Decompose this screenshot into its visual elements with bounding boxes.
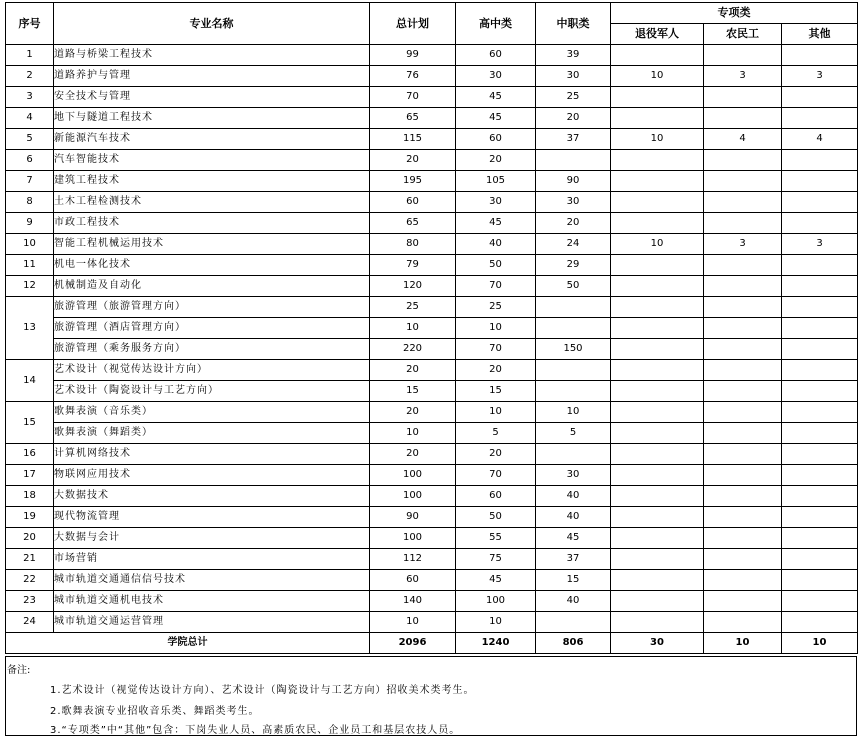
- cell-seq: 12: [6, 276, 54, 297]
- header-total-plan: 总计划: [370, 3, 456, 45]
- cell-major-name: 城市轨道交通机电技术: [54, 591, 370, 612]
- cell-vocational: [536, 612, 611, 633]
- cell-high-school: 10: [456, 402, 536, 423]
- cell-vocational: 5: [536, 423, 611, 444]
- cell-others: [782, 528, 858, 549]
- cell-major-name: 土木工程检测技术: [54, 192, 370, 213]
- cell-total-plan: 60: [370, 192, 456, 213]
- cell-major-name: 物联网应用技术: [54, 465, 370, 486]
- cell-major-name: 机电一体化技术: [54, 255, 370, 276]
- totals-vocational: 806: [536, 633, 611, 654]
- cell-others: [782, 213, 858, 234]
- cell-major-name: 道路与桥梁工程技术: [54, 45, 370, 66]
- cell-total-plan: 25: [370, 297, 456, 318]
- cell-vocational: 25: [536, 87, 611, 108]
- cell-others: 3: [782, 234, 858, 255]
- cell-high-school: 5: [456, 423, 536, 444]
- note-item-1: 1.艺术设计（视觉传达设计方向）、艺术设计（陶瓷设计与工艺方向）招收美术类考生。: [50, 685, 475, 696]
- cell-veterans: [611, 612, 704, 633]
- cell-vocational: 45: [536, 528, 611, 549]
- table-row: [6, 213, 858, 234]
- cell-farmers: 3: [704, 66, 782, 87]
- cell-vocational: 15: [536, 570, 611, 591]
- cell-major-name: 城市轨道交通运营管理: [54, 612, 370, 633]
- table-row: [6, 255, 858, 276]
- cell-total-plan: 100: [370, 465, 456, 486]
- totals-veterans: 30: [611, 633, 704, 654]
- cell-seq: 1: [6, 45, 54, 66]
- table-row: [6, 66, 858, 87]
- header-seq: 序号: [6, 3, 54, 45]
- cell-farmers: [704, 276, 782, 297]
- table-row: [6, 423, 858, 444]
- cell-farmers: [704, 360, 782, 381]
- header-farmers: 农民工: [704, 24, 782, 45]
- table-row: [6, 129, 858, 150]
- cell-veterans: [611, 339, 704, 360]
- cell-high-school: 70: [456, 339, 536, 360]
- cell-vocational: 20: [536, 108, 611, 129]
- cell-seq: 5: [6, 129, 54, 150]
- cell-seq: 23: [6, 591, 54, 612]
- cell-major-name: 汽车智能技术: [54, 150, 370, 171]
- cell-farmers: [704, 465, 782, 486]
- cell-others: [782, 612, 858, 633]
- cell-farmers: [704, 570, 782, 591]
- cell-others: [782, 108, 858, 129]
- cell-major-name: 道路养护与管理: [54, 66, 370, 87]
- cell-farmers: [704, 297, 782, 318]
- cell-seq: 8: [6, 192, 54, 213]
- table-row: [6, 87, 858, 108]
- cell-vocational: 150: [536, 339, 611, 360]
- cell-seq: 19: [6, 507, 54, 528]
- cell-others: [782, 507, 858, 528]
- cell-high-school: 20: [456, 360, 536, 381]
- cell-high-school: 10: [456, 612, 536, 633]
- cell-high-school: 70: [456, 465, 536, 486]
- table-row: [6, 570, 858, 591]
- table-row: [6, 444, 858, 465]
- cell-farmers: [704, 591, 782, 612]
- cell-seq: 10: [6, 234, 54, 255]
- notes-title: 备注:: [7, 665, 31, 676]
- totals-farmers: 10: [704, 633, 782, 654]
- cell-veterans: [611, 402, 704, 423]
- cell-others: [782, 318, 858, 339]
- note-item-3: 3.“专项类”中“其他”包含：下岗失业人员、高素质农民、企业员工和基层农技人员。: [50, 725, 461, 736]
- cell-vocational: 37: [536, 549, 611, 570]
- cell-vocational: 30: [536, 192, 611, 213]
- cell-others: [782, 570, 858, 591]
- cell-major-name: 歌舞表演（音乐类）: [54, 402, 370, 423]
- cell-total-plan: 112: [370, 549, 456, 570]
- cell-farmers: [704, 108, 782, 129]
- cell-total-plan: 60: [370, 570, 456, 591]
- cell-farmers: [704, 444, 782, 465]
- cell-total-plan: 20: [370, 360, 456, 381]
- cell-high-school: 70: [456, 276, 536, 297]
- cell-high-school: 10: [456, 318, 536, 339]
- table-row: [6, 339, 858, 360]
- cell-others: [782, 192, 858, 213]
- cell-veterans: [611, 570, 704, 591]
- cell-total-plan: 195: [370, 171, 456, 192]
- cell-major-name: 市政工程技术: [54, 213, 370, 234]
- cell-farmers: [704, 528, 782, 549]
- cell-high-school: 45: [456, 87, 536, 108]
- cell-others: [782, 423, 858, 444]
- cell-vocational: 40: [536, 507, 611, 528]
- cell-major-name: 歌舞表演（舞蹈类）: [54, 423, 370, 444]
- cell-others: [782, 465, 858, 486]
- cell-high-school: 30: [456, 66, 536, 87]
- cell-seq: 15: [6, 402, 54, 444]
- table-row: [6, 318, 858, 339]
- cell-others: 4: [782, 129, 858, 150]
- cell-high-school: 55: [456, 528, 536, 549]
- cell-vocational: [536, 360, 611, 381]
- cell-seq: 2: [6, 66, 54, 87]
- cell-major-name: 智能工程机械运用技术: [54, 234, 370, 255]
- table-row: [6, 612, 858, 633]
- cell-seq: 14: [6, 360, 54, 402]
- cell-total-plan: 80: [370, 234, 456, 255]
- cell-major-name: 地下与隧道工程技术: [54, 108, 370, 129]
- cell-veterans: [611, 360, 704, 381]
- cell-farmers: [704, 612, 782, 633]
- cell-veterans: [611, 591, 704, 612]
- cell-farmers: [704, 318, 782, 339]
- cell-vocational: 30: [536, 66, 611, 87]
- cell-others: [782, 87, 858, 108]
- cell-veterans: [611, 276, 704, 297]
- cell-major-name: 新能源汽车技术: [54, 129, 370, 150]
- cell-others: [782, 171, 858, 192]
- cell-veterans: [611, 297, 704, 318]
- table-row: [6, 591, 858, 612]
- cell-seq: 3: [6, 87, 54, 108]
- cell-seq: 22: [6, 570, 54, 591]
- cell-total-plan: 90: [370, 507, 456, 528]
- cell-high-school: 45: [456, 108, 536, 129]
- cell-veterans: [611, 108, 704, 129]
- cell-total-plan: 65: [370, 213, 456, 234]
- header-veterans: 退役军人: [611, 24, 704, 45]
- cell-seq: 7: [6, 171, 54, 192]
- header-vocational: 中职类: [536, 3, 611, 45]
- cell-others: [782, 45, 858, 66]
- cell-farmers: [704, 87, 782, 108]
- totals-others: 10: [782, 633, 858, 654]
- table-row: [6, 297, 858, 318]
- cell-high-school: 45: [456, 570, 536, 591]
- enrollment-plan-table: [5, 2, 858, 654]
- table-row: [6, 507, 858, 528]
- cell-total-plan: 140: [370, 591, 456, 612]
- cell-high-school: 60: [456, 486, 536, 507]
- cell-seq: 24: [6, 612, 54, 633]
- cell-vocational: 90: [536, 171, 611, 192]
- cell-major-name: 旅游管理（旅游管理方向）: [54, 297, 370, 318]
- cell-farmers: [704, 339, 782, 360]
- cell-veterans: [611, 507, 704, 528]
- cell-seq: 11: [6, 255, 54, 276]
- cell-total-plan: 220: [370, 339, 456, 360]
- cell-high-school: 50: [456, 255, 536, 276]
- cell-veterans: 10: [611, 129, 704, 150]
- cell-high-school: 105: [456, 171, 536, 192]
- cell-veterans: [611, 381, 704, 402]
- cell-high-school: 100: [456, 591, 536, 612]
- cell-others: [782, 549, 858, 570]
- table-row: [6, 108, 858, 129]
- table-row: [6, 171, 858, 192]
- cell-seq: 4: [6, 108, 54, 129]
- table-row: [6, 381, 858, 402]
- table-row: [6, 150, 858, 171]
- cell-vocational: [536, 297, 611, 318]
- table-row: [6, 528, 858, 549]
- cell-major-name: 机械制造及自动化: [54, 276, 370, 297]
- cell-vocational: [536, 381, 611, 402]
- table-row: [6, 486, 858, 507]
- cell-high-school: 20: [456, 150, 536, 171]
- table-row: [6, 549, 858, 570]
- table-row: [6, 402, 858, 423]
- cell-others: [782, 381, 858, 402]
- cell-major-name: 安全技术与管理: [54, 87, 370, 108]
- cell-high-school: 50: [456, 507, 536, 528]
- note-item-2: 2.歌舞表演专业招收音乐类、舞蹈类考生。: [50, 706, 260, 717]
- table-row: [6, 192, 858, 213]
- cell-major-name: 旅游管理（乘务服务方向）: [54, 339, 370, 360]
- cell-veterans: [611, 171, 704, 192]
- cell-veterans: 10: [611, 66, 704, 87]
- cell-veterans: [611, 465, 704, 486]
- cell-others: [782, 360, 858, 381]
- cell-high-school: 60: [456, 129, 536, 150]
- cell-vocational: [536, 444, 611, 465]
- cell-total-plan: 10: [370, 612, 456, 633]
- cell-farmers: [704, 486, 782, 507]
- cell-others: [782, 486, 858, 507]
- cell-high-school: 20: [456, 444, 536, 465]
- cell-others: [782, 591, 858, 612]
- cell-farmers: [704, 171, 782, 192]
- cell-others: [782, 276, 858, 297]
- cell-vocational: [536, 318, 611, 339]
- cell-major-name: 市场营销: [54, 549, 370, 570]
- cell-major-name: 大数据与会计: [54, 528, 370, 549]
- cell-farmers: [704, 45, 782, 66]
- totals-high-school: 1240: [456, 633, 536, 654]
- cell-total-plan: 20: [370, 402, 456, 423]
- cell-vocational: 39: [536, 45, 611, 66]
- cell-veterans: [611, 318, 704, 339]
- cell-vocational: 10: [536, 402, 611, 423]
- cell-total-plan: 70: [370, 87, 456, 108]
- cell-high-school: 40: [456, 234, 536, 255]
- cell-farmers: [704, 549, 782, 570]
- cell-seq: 9: [6, 213, 54, 234]
- cell-veterans: [611, 213, 704, 234]
- cell-major-name: 艺术设计（陶瓷设计与工艺方向）: [54, 381, 370, 402]
- cell-farmers: [704, 213, 782, 234]
- cell-farmers: [704, 423, 782, 444]
- cell-farmers: 3: [704, 234, 782, 255]
- table-row: [6, 234, 858, 255]
- header-others: 其他: [782, 24, 858, 45]
- cell-vocational: 29: [536, 255, 611, 276]
- cell-high-school: 25: [456, 297, 536, 318]
- cell-veterans: [611, 444, 704, 465]
- cell-farmers: [704, 402, 782, 423]
- cell-vocational: 40: [536, 591, 611, 612]
- cell-veterans: 10: [611, 234, 704, 255]
- cell-high-school: 15: [456, 381, 536, 402]
- cell-vocational: 24: [536, 234, 611, 255]
- cell-vocational: 50: [536, 276, 611, 297]
- header-major-name: 专业名称: [54, 3, 370, 45]
- cell-veterans: [611, 486, 704, 507]
- cell-farmers: 4: [704, 129, 782, 150]
- cell-seq: 21: [6, 549, 54, 570]
- table-row: [6, 276, 858, 297]
- cell-total-plan: 120: [370, 276, 456, 297]
- cell-seq: 6: [6, 150, 54, 171]
- notes-section: [5, 656, 857, 736]
- cell-others: [782, 444, 858, 465]
- cell-major-name: 现代物流管理: [54, 507, 370, 528]
- cell-others: [782, 339, 858, 360]
- cell-major-name: 城市轨道交通通信信号技术: [54, 570, 370, 591]
- table-row: [6, 45, 858, 66]
- cell-seq: 18: [6, 486, 54, 507]
- header-high-school: 高中类: [456, 3, 536, 45]
- cell-high-school: 75: [456, 549, 536, 570]
- cell-others: [782, 150, 858, 171]
- cell-seq: 13: [6, 297, 54, 360]
- cell-seq: 16: [6, 444, 54, 465]
- cell-others: 3: [782, 66, 858, 87]
- cell-total-plan: 10: [370, 423, 456, 444]
- cell-total-plan: 65: [370, 108, 456, 129]
- cell-major-name: 计算机网络技术: [54, 444, 370, 465]
- cell-farmers: [704, 255, 782, 276]
- cell-high-school: 30: [456, 192, 536, 213]
- header-special: 专项类: [611, 3, 858, 24]
- cell-major-name: 艺术设计（视觉传达设计方向）: [54, 360, 370, 381]
- cell-seq: 20: [6, 528, 54, 549]
- cell-veterans: [611, 192, 704, 213]
- table-body: [6, 45, 858, 633]
- cell-veterans: [611, 150, 704, 171]
- cell-farmers: [704, 150, 782, 171]
- cell-veterans: [611, 549, 704, 570]
- cell-total-plan: 10: [370, 318, 456, 339]
- cell-high-school: 60: [456, 45, 536, 66]
- cell-veterans: [611, 87, 704, 108]
- cell-major-name: 建筑工程技术: [54, 171, 370, 192]
- cell-veterans: [611, 255, 704, 276]
- cell-veterans: [611, 528, 704, 549]
- cell-seq: 17: [6, 465, 54, 486]
- cell-major-name: 大数据技术: [54, 486, 370, 507]
- cell-vocational: 37: [536, 129, 611, 150]
- totals-label: 学院总计: [6, 633, 370, 654]
- cell-vocational: 20: [536, 213, 611, 234]
- cell-farmers: [704, 192, 782, 213]
- table-row: [6, 360, 858, 381]
- cell-vocational: 40: [536, 486, 611, 507]
- cell-vocational: [536, 150, 611, 171]
- table-row: [6, 465, 858, 486]
- cell-veterans: [611, 423, 704, 444]
- cell-farmers: [704, 381, 782, 402]
- cell-veterans: [611, 45, 704, 66]
- cell-total-plan: 79: [370, 255, 456, 276]
- cell-total-plan: 76: [370, 66, 456, 87]
- cell-total-plan: 99: [370, 45, 456, 66]
- cell-others: [782, 297, 858, 318]
- cell-vocational: 30: [536, 465, 611, 486]
- cell-major-name: 旅游管理（酒店管理方向）: [54, 318, 370, 339]
- cell-total-plan: 100: [370, 528, 456, 549]
- totals-row: [6, 633, 858, 654]
- totals-total: 2096: [370, 633, 456, 654]
- cell-total-plan: 100: [370, 486, 456, 507]
- cell-total-plan: 20: [370, 150, 456, 171]
- cell-farmers: [704, 507, 782, 528]
- cell-total-plan: 115: [370, 129, 456, 150]
- cell-total-plan: 20: [370, 444, 456, 465]
- cell-total-plan: 15: [370, 381, 456, 402]
- cell-high-school: 45: [456, 213, 536, 234]
- cell-others: [782, 255, 858, 276]
- cell-others: [782, 402, 858, 423]
